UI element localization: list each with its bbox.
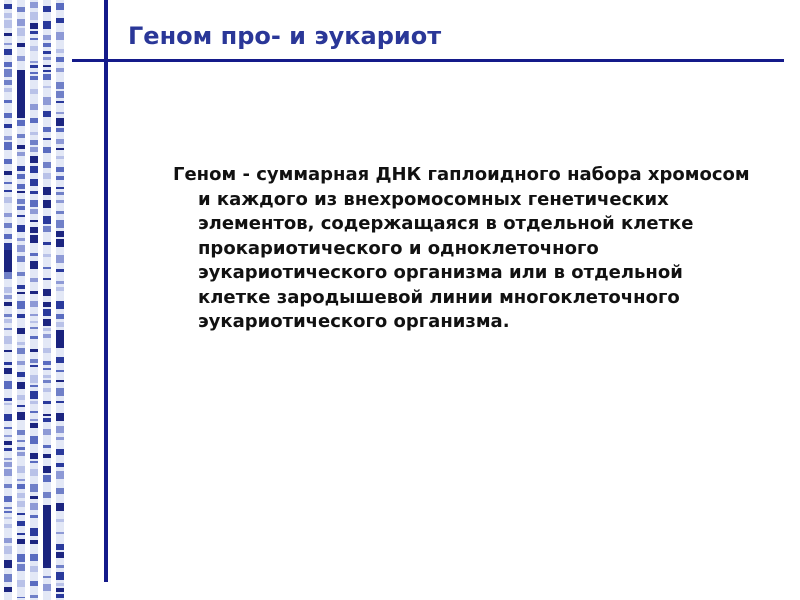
gel-band <box>30 72 38 74</box>
gel-band <box>56 49 64 53</box>
gel-band <box>17 184 25 189</box>
gel-band <box>17 152 25 156</box>
gel-band <box>17 285 25 289</box>
gel-band <box>56 118 64 126</box>
gel-band <box>4 496 12 502</box>
gel-band <box>17 191 25 193</box>
gel-band <box>56 583 64 586</box>
gel-band <box>4 197 12 203</box>
gel-band <box>30 327 38 329</box>
gel-band <box>4 469 12 476</box>
gel-band <box>17 272 25 276</box>
gel-band <box>4 213 12 217</box>
gel-band <box>56 220 64 228</box>
gel-band <box>56 565 64 568</box>
gel-band <box>30 401 38 404</box>
gel-band <box>4 142 12 150</box>
gel-band <box>43 86 51 88</box>
gel-band <box>30 419 38 421</box>
gel-band <box>56 156 64 159</box>
genome-definition-text: Геном - суммарная ДНК гаплоидного набора хромосом и каждого из внехромосомных генетических элементов, содержащаяся в отдельной клетке прокариотического и одноклеточного эукариотического организма или в отдельной клетке зародышевой линии многоклеточного эукариотического организма. <box>173 164 750 332</box>
gel-band <box>4 4 12 9</box>
gel-band <box>30 365 38 367</box>
gel-band <box>30 469 38 476</box>
gel-band <box>43 388 51 392</box>
gel-band <box>56 281 64 284</box>
gel-band <box>43 401 51 404</box>
gel-band-dark <box>4 250 12 272</box>
gel-band <box>30 38 38 40</box>
gel-band <box>30 76 38 80</box>
gel-band <box>30 314 38 316</box>
gel-band <box>43 454 51 458</box>
gel-band <box>17 342 25 345</box>
gel-band <box>4 587 12 592</box>
gel-band <box>43 216 51 224</box>
gel-band <box>17 521 25 526</box>
gel-band <box>56 287 64 291</box>
gel-band <box>30 436 38 444</box>
gel-band <box>43 70 51 72</box>
gel-band <box>56 200 64 203</box>
gel-band <box>17 301 25 309</box>
gel-band <box>43 127 51 132</box>
gel-band <box>17 245 25 252</box>
gel-band <box>56 572 64 580</box>
gel-band <box>4 511 12 513</box>
gel-band <box>4 336 12 344</box>
gel-band <box>4 49 12 55</box>
gel-band <box>4 13 12 18</box>
gel-band <box>4 271 12 279</box>
gel-band <box>56 269 64 272</box>
gel-band <box>56 192 64 195</box>
gel-band <box>17 361 25 365</box>
gel-band <box>56 426 64 433</box>
gel-band <box>17 539 25 544</box>
gel-band <box>4 362 12 365</box>
gel-band <box>17 28 25 36</box>
gel-band <box>56 488 64 494</box>
gel-band <box>56 463 64 467</box>
gel-band <box>17 120 25 126</box>
gel-band <box>4 507 12 509</box>
gel-band <box>56 176 64 180</box>
gel-band <box>30 336 38 339</box>
gel-band <box>30 46 38 51</box>
gel-band <box>30 461 38 463</box>
gel-band <box>43 57 51 60</box>
gel-band <box>43 6 51 12</box>
gel-band <box>4 190 12 192</box>
gel-band <box>4 328 12 330</box>
gel-band <box>30 528 38 536</box>
gel-band <box>56 128 64 132</box>
gel-band <box>17 328 25 334</box>
gel-band <box>43 43 51 47</box>
gel-band <box>56 148 64 150</box>
gel-band <box>43 368 51 370</box>
gel-band <box>17 225 25 232</box>
gel-band <box>56 449 64 455</box>
gel-band <box>30 147 38 152</box>
gel-band <box>30 503 38 510</box>
gel-band <box>4 517 12 519</box>
gel-band <box>17 501 25 507</box>
gel-band <box>56 18 64 23</box>
gel-band <box>4 350 12 352</box>
gel-band <box>4 458 12 460</box>
gel-band <box>4 20 12 28</box>
gel-band <box>17 215 25 217</box>
gel-band <box>56 82 64 89</box>
gel-band <box>4 124 12 128</box>
gel-band <box>4 368 12 374</box>
gel-band <box>4 441 12 445</box>
gel-band <box>4 538 12 543</box>
gel-band <box>30 385 38 387</box>
gel-band <box>56 167 64 172</box>
gel-band <box>30 515 38 518</box>
gel-band <box>4 80 12 85</box>
gel-band <box>17 382 25 389</box>
gel-band <box>56 413 64 421</box>
gel-band <box>30 2 38 8</box>
gel-band <box>17 440 25 442</box>
gel-band <box>56 519 64 522</box>
gel-band <box>17 256 25 262</box>
gel-band <box>17 513 25 515</box>
gel-band <box>43 334 51 338</box>
gel-band <box>17 452 25 456</box>
gel-band <box>43 576 51 578</box>
gel-band <box>30 423 38 428</box>
gel-band <box>43 302 51 307</box>
gel-band <box>56 187 64 189</box>
gel-band <box>43 475 51 482</box>
gel-band <box>4 398 12 401</box>
gel-band <box>56 322 64 327</box>
gel-band <box>56 370 64 372</box>
gel-band <box>17 238 25 241</box>
gel-band <box>43 138 51 140</box>
gel-band <box>4 319 12 323</box>
gel-band <box>56 139 64 144</box>
gel-band <box>43 414 51 416</box>
gel-band <box>30 391 38 399</box>
gel-band <box>43 242 51 245</box>
gel-band <box>17 395 25 400</box>
gel-band <box>43 584 51 591</box>
gel-band <box>43 97 51 105</box>
gel-band <box>4 560 12 568</box>
gel-band <box>56 32 64 40</box>
gel-band <box>43 162 51 168</box>
gel-band <box>30 104 38 110</box>
gel-band <box>43 254 51 257</box>
gel-band <box>43 65 51 67</box>
gel-band <box>30 191 38 194</box>
gel-band <box>30 261 38 269</box>
gel-band <box>4 223 12 228</box>
gel-band <box>43 492 51 498</box>
gel-band <box>43 348 51 353</box>
gel-band <box>4 381 12 389</box>
gel-band <box>17 564 25 571</box>
gel-band <box>43 111 51 117</box>
gel-band <box>30 554 38 561</box>
gel-band <box>17 292 25 294</box>
gel-band <box>30 278 38 282</box>
gel-band <box>30 235 38 243</box>
gel-band <box>56 301 64 309</box>
gel-band <box>30 23 38 29</box>
gel-band <box>30 209 38 214</box>
gel-band <box>4 427 12 429</box>
gel-band <box>30 12 38 20</box>
gel-band <box>4 62 12 67</box>
gel-band <box>43 309 51 316</box>
gel-band <box>4 113 12 118</box>
gel-band <box>56 68 64 72</box>
gel-band <box>17 554 25 562</box>
gel-band <box>30 321 38 323</box>
dna-sequencing-gel-decoration <box>0 0 72 600</box>
gel-band <box>4 435 12 437</box>
gel-band <box>30 227 38 233</box>
gel-band <box>4 234 12 239</box>
gel-band <box>4 100 12 103</box>
gel-band <box>30 253 38 256</box>
gel-band <box>43 418 51 422</box>
gel-band <box>30 31 38 34</box>
gel-band <box>17 166 25 171</box>
gel-band <box>56 594 64 598</box>
gel-band <box>43 319 51 326</box>
gel-band <box>17 314 25 318</box>
gel-band <box>30 220 38 222</box>
gel-band <box>43 445 51 448</box>
gel-band <box>4 484 12 488</box>
gel-band <box>4 574 12 582</box>
gel-band <box>4 302 12 306</box>
gel-band <box>4 524 12 528</box>
gel-band <box>17 430 25 435</box>
gel-band <box>43 226 51 232</box>
gel-band-dark <box>17 70 25 118</box>
gel-band <box>30 156 38 163</box>
gel-band <box>17 405 25 407</box>
gel-band <box>17 493 25 498</box>
gel-band <box>43 200 51 208</box>
gel-band <box>4 403 12 405</box>
gel-band <box>43 187 51 195</box>
gel-band <box>17 372 25 377</box>
gel-band <box>17 348 25 354</box>
gel-band <box>4 88 12 92</box>
gel-band <box>30 301 38 307</box>
gel-band <box>30 411 38 413</box>
gel-band <box>17 533 25 535</box>
gel-band <box>17 145 25 149</box>
gel-band <box>43 278 51 280</box>
gel-band <box>30 581 38 586</box>
gel-band <box>56 101 64 103</box>
gel-band <box>30 166 38 173</box>
gel-band <box>4 414 12 421</box>
gel-band <box>56 437 64 440</box>
gel-band <box>4 33 12 36</box>
gel-band <box>43 35 51 40</box>
gel-band <box>43 267 51 269</box>
gel-band <box>30 89 38 94</box>
gel-band <box>17 134 25 138</box>
gel-band <box>43 74 51 80</box>
gel-band <box>4 546 12 554</box>
gel-band <box>4 448 12 451</box>
gel-band <box>4 159 12 164</box>
gel-band <box>43 328 51 331</box>
gel-band <box>56 57 64 62</box>
gel-band <box>56 503 64 511</box>
gel-band <box>30 291 38 294</box>
gel-band <box>17 199 25 204</box>
gel-band <box>56 3 64 10</box>
gel-band <box>56 231 64 237</box>
gel-band <box>56 401 64 403</box>
gel-band <box>4 462 12 467</box>
gel-band <box>30 65 38 68</box>
gel-band <box>56 380 64 382</box>
gel-band <box>17 597 25 598</box>
gel-band <box>30 540 38 544</box>
gel-band <box>4 69 12 77</box>
gel-band <box>4 43 12 45</box>
gel-band <box>30 132 38 135</box>
gel-band <box>43 147 51 153</box>
gel-band <box>43 380 51 383</box>
gel-band <box>43 289 51 296</box>
gel-band <box>30 61 38 63</box>
gel-band <box>17 580 25 587</box>
gel-band <box>56 112 64 114</box>
gel-band <box>43 21 51 29</box>
gel-band <box>56 544 64 550</box>
gel-band <box>17 56 25 61</box>
slide-title: Геном про- и эукариот <box>128 22 442 50</box>
gel-band <box>17 19 25 26</box>
gel-band <box>30 140 38 145</box>
gel-band <box>30 375 38 383</box>
gel-band <box>56 388 64 396</box>
gel-band <box>30 595 38 598</box>
gel-band <box>43 51 51 54</box>
gel-band <box>17 447 25 450</box>
gel-band <box>17 466 25 473</box>
gel-band <box>17 479 25 481</box>
gel-band <box>56 471 64 479</box>
gel-band-dark <box>56 330 64 348</box>
gel-band-dark <box>43 505 51 565</box>
gel-band <box>30 349 38 352</box>
gel-band <box>43 173 51 179</box>
gel-band <box>43 375 51 378</box>
gel-band <box>30 566 38 572</box>
gel-band <box>4 136 12 140</box>
gel-band <box>17 484 25 489</box>
gel-band <box>30 453 38 459</box>
gel-band <box>4 243 12 250</box>
gel-band <box>30 484 38 492</box>
vertical-divider-line <box>104 0 108 582</box>
gel-band <box>30 179 38 186</box>
gel-band <box>4 314 12 317</box>
gel-band <box>30 200 38 207</box>
gel-band <box>17 7 25 12</box>
gel-band <box>17 43 25 47</box>
gel-band <box>56 211 64 214</box>
gel-band <box>56 357 64 363</box>
gel-band <box>43 429 51 435</box>
gel-band <box>4 287 12 293</box>
gel-band <box>4 171 12 175</box>
gel-band <box>30 118 38 123</box>
gel-band <box>43 361 51 365</box>
gel-band <box>30 359 38 363</box>
gel-band <box>56 552 64 558</box>
gel-band <box>56 239 64 247</box>
gel-band <box>56 314 64 319</box>
gel-band <box>4 182 12 184</box>
title-underline <box>72 59 784 62</box>
gel-band <box>4 295 12 299</box>
gel-band <box>17 174 25 179</box>
gel-band <box>17 412 25 420</box>
gel-band <box>30 496 38 499</box>
gel-band <box>56 255 64 263</box>
gel-band <box>56 91 64 98</box>
gel-band <box>17 206 25 210</box>
gel-band <box>56 588 64 592</box>
gel-band <box>43 466 51 473</box>
gel-band <box>56 532 64 534</box>
